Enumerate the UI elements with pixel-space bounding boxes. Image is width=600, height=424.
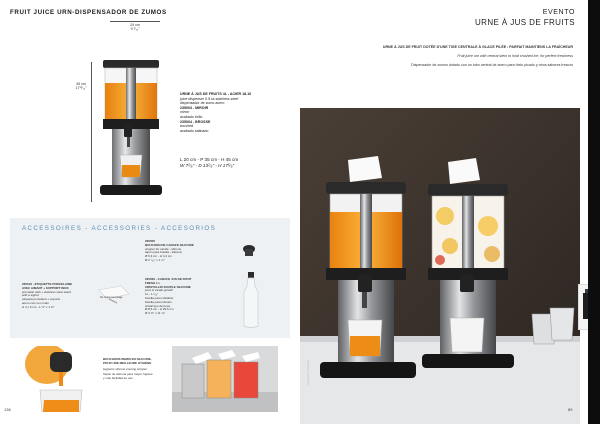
- dimensions-metric: L 20 cm - P 35 cm - H 45 cm: [180, 157, 239, 162]
- carafe-name-es-1: botella para cristalino: [145, 295, 174, 300]
- height-dimension-imperial: 17¹¹⁄₁₆": [75, 86, 87, 91]
- product-details: [180, 92, 295, 133]
- bottom-caption-en: Hygienic silicone pouring stopper: [103, 366, 148, 371]
- carafe-name-en: juice & carafe growth: [145, 288, 174, 293]
- description-fr: URNE À JUS DE FRUIT DOTÉE D'UNE TIGE CENTRALE À GLACE PILÉE : PARFAIT MAINTIENS LA FRAÎCHEUR: [382, 45, 573, 49]
- description-en: Fruit juice urn with central stem to hold crushed ice, for perfect freshness: [457, 54, 573, 58]
- left-page-title: FRUIT JUICE URN-DISPENSADOR DE ZUMOS: [10, 9, 167, 16]
- stopper-dimensions-imperial: Ø 2 ⁷⁄₁₆" x 1 ¾": [145, 257, 165, 262]
- bottom-caption-line-1: BOUCHONS REMIS EN SILICONE,: [103, 357, 152, 361]
- section-color-strip: [588, 0, 600, 424]
- stopper-image: [242, 244, 256, 258]
- label-name-es-2: acero inox con imán: [22, 300, 49, 305]
- height-dimension: [70, 82, 92, 90]
- juice-urn-product-image: [92, 55, 177, 205]
- right-page-kicker: EVENTO: [542, 9, 575, 16]
- label-note: Ne coulera au lavage: [100, 296, 123, 299]
- carafe-accessory-text: [145, 278, 225, 316]
- page-number-right: 89: [568, 407, 573, 412]
- carafe-name: FRESH 1 L: [145, 280, 161, 285]
- stopper-accessory-text: [145, 240, 225, 263]
- stopper-name-en: stopper for carafe - silicone: [145, 246, 182, 251]
- lifestyle-photo: [300, 108, 580, 424]
- width-dimension-imperial: 9 ⁷⁄₁₆": [130, 27, 140, 32]
- carafe-image: [240, 270, 262, 330]
- right-page-title: URNE À JUS DE FRUITS: [474, 18, 575, 27]
- stopper-dimensions-metric: Ø 6,3 cm - H 4,4 cm: [145, 254, 172, 259]
- label-name-en-2: with a signal: [22, 293, 39, 298]
- product-dimensions: [180, 157, 295, 169]
- right-page-description: [310, 45, 573, 68]
- description-es: Dispensador de zumos dotado con un tubo central de acero para hielo picado y otros sabores frescos: [411, 63, 573, 67]
- label-accessory-text: [22, 283, 90, 310]
- label-name-es-1: etiqueta porcelana + soporte: [22, 297, 61, 302]
- product-code-mirror: 235003 - MIROIR: [180, 105, 209, 110]
- carafe-dimensions-metric: Ø 8,5 cm - H 29,5 cm: [145, 307, 174, 312]
- product-code-brushed: 235004 - BROSSE: [180, 119, 211, 124]
- pouring-stopper-photo: [22, 346, 102, 412]
- bottom-caption-es-2: y más facilidad de uso: [103, 376, 133, 381]
- bottom-caption-es-1: Tapón de silicona para mayor higiene: [103, 372, 153, 377]
- lifestyle-photo-illustration: [300, 108, 580, 424]
- stopper-code: 235005: [145, 239, 156, 243]
- stopper-name: BOUCHON DE CARAFE SILICONE: [145, 242, 194, 247]
- product-name-es: dispensador de zumo acero: [180, 101, 225, 106]
- product-name-en: juice dispenser 0.9 ss stainless steel: [180, 96, 239, 101]
- product-name: URNE À JUS DE FRUITS 4L - ACIER 18-10: [180, 92, 252, 96]
- width-dimension-metric: 24 cm: [130, 23, 140, 27]
- carafe-material: CRISTALLIN SOUPLE SILICONE: [145, 284, 191, 289]
- page-number-left: 136: [4, 407, 11, 412]
- label-name-en-1: porcelain slab + stainless steel stand: [22, 289, 71, 294]
- product-finish-brushed-en: brushed: [180, 124, 193, 129]
- accessories-title: ACCESSOIRES - ACCESSORIES - ACCESORIOS: [22, 225, 217, 232]
- porcelain-label-image: [95, 282, 135, 304]
- carafe-code: 235006 - CARAFE JUS DE FRUIT: [145, 277, 192, 281]
- product-finish-mirror-es: acabado brillo: [180, 114, 203, 119]
- bottom-caption: [103, 358, 173, 381]
- label-dimensions: H 4 x 6 cm - 1 ⅝" x 1 ⅜": [22, 304, 55, 309]
- display-urns-photo: [172, 346, 278, 412]
- photo-credit: visuel non contractuel: [307, 359, 310, 385]
- height-dimension-metric: 45 cm: [76, 82, 86, 86]
- product-finish-mirror-en: mirror: [180, 110, 190, 115]
- product-finish-brushed-es: acabado satinado: [180, 128, 209, 133]
- stopper-name-es: tapón para botella - silicona: [145, 250, 182, 255]
- width-dimension-line: [110, 21, 160, 22]
- bottom-caption-line-2: POUR UNE MEILLEURE HYGIÈNE: [103, 360, 152, 365]
- label-code: 235102 - ÉTIQUETTE PORCELAINE: [22, 282, 73, 286]
- carafe-name-es-3: cristal tipo de boca: [145, 303, 171, 308]
- dimensions-imperial: W 7⁷⁄₈" - D 13⁷⁄₈" - H 17⁵⁄₈": [180, 163, 235, 168]
- label-name: AVEC AIMANT + SUPPORT INOX: [22, 285, 69, 290]
- width-dimension: [117, 23, 153, 31]
- carafe-capacity: 1L - 1 ¹⁄₁₆": [145, 292, 159, 297]
- carafe-name-es-2: botella para infusion: [145, 299, 172, 304]
- carafe-dimensions-imperial: Ø 3 ⅜" x 11 ⅝": [145, 311, 165, 316]
